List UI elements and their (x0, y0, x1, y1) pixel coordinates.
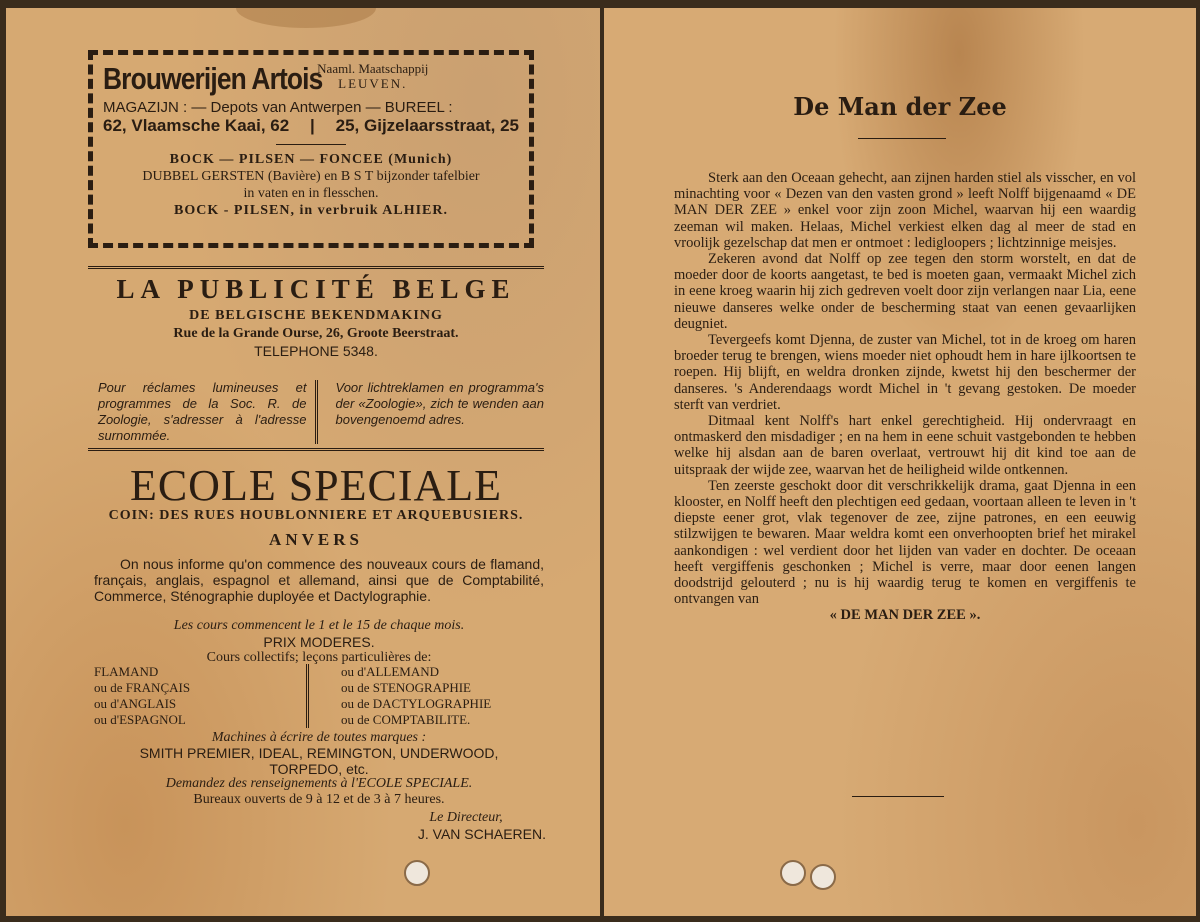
ecole-dates: Les cours commencent le 1 et le 15 de chaque mois. (173, 618, 465, 633)
story-paragraph: Ten zeerste geschokt door dit verschrikkelijk drama, gaat Djenna in een klooster, en Nolff heeft den plechtigen eed gedaan, voortaan alleen te leven in 't diepste eener grot, vlak tegenover de zee, zijne patrones, en een eeuwig stilzwijgen te bewaren. Maar weldra komt een onverhoopten brief het mirakel aankondigen : wel verdient door het lijden van vader en dochter. De oceaan heeft vergiffenis geschonken ; Michel is verre, maar door eenen langen doodstrijd gelouterd ; nu is hij waardig terug te komen en vergiffenis te ontvangen van (674, 477, 1136, 608)
story-title: De Man der Zee (793, 92, 1007, 121)
story-end-rule (852, 796, 944, 797)
ecole-hours: Bureaux ouverts de 9 à 12 et de 3 à 7 heures. (193, 792, 445, 807)
brewery-address-left: 62, Vlaamsche Kaai, 62 (103, 116, 290, 135)
language-item: ou d'ALLEMAND (341, 664, 440, 679)
ecole-prix: PRIX MODERES. (263, 634, 375, 650)
right-page (604, 8, 1196, 916)
publicite-notes (98, 380, 544, 444)
publicite-address: Rue de la Grande Ourse, 26, Groote Beerstraat. (173, 326, 459, 341)
brewery-address-sep: | (310, 116, 315, 135)
story-closing: « DE MAN DER ZEE ». (829, 607, 981, 624)
ecole-cours: Cours collectifs; leçons particulières de: (206, 650, 432, 665)
punch-hole (780, 860, 806, 886)
ecole-ask: Demandez des renseignements à l'ECOLE SPECIALE. (165, 776, 473, 791)
story-title-rule (858, 138, 946, 139)
publicite-note-fr: Pour réclames lumineuses et programmes de la Soc. R. de Zoologie, s'adresser à l'adresse surnommée. (98, 380, 307, 443)
brewery-beers-1: BOCK — PILSEN — FONCEE (Munich) (169, 152, 453, 167)
brewery-beers-3: in vaten en in flesschen. (243, 186, 379, 201)
brewery-name: Brouwerijen Artois (103, 61, 323, 96)
brewery-depots: MAGAZIJN : — Depots van Antwerpen — BUREEL : (103, 99, 453, 116)
ecole-intro: On nous informe qu'on commence des nouveaux cours de flamand, français, anglais, espagnol et allemand, ainsi que de Comptabilité, Commerce, Sténographie duployée et Dactylographie. (94, 556, 544, 604)
brewery-city: LEUVEN. (338, 76, 408, 91)
language-item: FLAMAND (94, 664, 159, 679)
brewery-addresses (103, 116, 519, 136)
language-item: ou de STENOGRAPHIE (341, 680, 471, 695)
ecole-city: ANVERS (269, 530, 363, 549)
story-text (674, 170, 1136, 624)
divider (88, 266, 544, 269)
ecole-director-name: J. VAN SCHAEREN. (417, 826, 546, 842)
ecole-machines: Machines à écrire de toutes marques : (211, 730, 427, 745)
language-item: ou de FRANÇAIS (94, 680, 191, 695)
brewery-ad (88, 50, 534, 248)
story-paragraph: Zekeren avond dat Nolff op zee tegen den storm worstelt, en dat de moeder door de koorts aangetast, te bed is moeten gaan, vermaakt Michel zich in eene kroeg waarin hij zich gedreven voelt door zijn verlangen naar Lia, eene nieuwe danseres welke onder de bescherming staat van eenen gevaarlijken deugniet. (674, 251, 1136, 332)
story-paragraph: Ditmaal kent Nolff's hart enkel gerechtigheid. Hij ondervraagt en ontmaskerd den misdadiger ; en na hem in eene schuit vastgebonden te hebben welke hij alsdan aan de baren overlaat, vertrouwt hij dit kind toe aan de uitspraak der wijde zee, waarvan het de heiligheid wilde ontkennen. (674, 413, 1136, 478)
publicite-title: LA PUBLICITÉ BELGE (116, 274, 516, 304)
ecole-brands (94, 745, 544, 777)
story-paragraph: Tevergeefs komt Djenna, de zuster van Michel, tot in de kroeg om haren broeder terug te brengen, wiens moeder niet ophoudt hem in hare ijlkoortsen te roepen. Hij blijft, en weldra dronken zijnde, kwetst hij den beschermer der danseres. 's Anderendaags wordt Michel in 't gevang gestoken. De moeder sterft van verdriet. (674, 332, 1136, 413)
language-item: ou de COMPTABILITE. (341, 712, 471, 727)
brewery-beers (103, 151, 519, 219)
ecole-coin: COIN: DES RUES HOUBLONNIERE ET ARQUEBUSIERS. (108, 508, 524, 523)
brewery-beers-4: BOCK - PILSEN, in verbruik ALHIER. (174, 203, 448, 218)
ecole-brands-2: TORPEDO, etc. (269, 761, 369, 777)
ecole-brands-1: SMITH PREMIER, IDEAL, REMINGTON, UNDERWOOD, (139, 745, 499, 761)
brewery-beers-2: DUBBEL GERSTEN (Bavière) en B S T bijzonder tafelbier (142, 169, 480, 184)
punch-hole (810, 864, 836, 890)
left-page (6, 8, 600, 916)
water-stain (236, 8, 376, 28)
story-paragraph: Sterk aan den Oceaan gehecht, aan zijnen harden stiel als visscher, en vol minachting voor « Dezen van den vasten grond » leeft Nolff bijgenaamd « DE MAN DER ZEE » enkel voor zijn zoon Michel, waarvan hij een waardig zeeman wil maken. Helaas, Michel verkiest elken dag al meer de stad en vroolijk gezelschap dat men er ontmoet : ledigloopers ; lichtzinnige meisjes. (674, 170, 1136, 251)
ecole-languages (94, 664, 544, 728)
language-item: ou d'ESPAGNOL (94, 712, 186, 727)
publicite-note-nl: Voor lichtreklamen en programma's der «Zoologie», zich te wenden aan bovengenoemd adres. (315, 380, 545, 444)
language-item: ou de DACTYLOGRAPHIE (341, 696, 492, 711)
brewery-address-right: 25, Gijzelaarsstraat, 25 (335, 116, 519, 135)
brewery-legal (317, 61, 428, 91)
ecole-director-label: Le Directeur, (429, 810, 503, 825)
publicite-subtitle: DE BELGISCHE BEKENDMAKING (189, 308, 443, 323)
divider (88, 448, 544, 451)
brewery-legal-form: Naaml. Maatschappij (317, 61, 429, 76)
publicite-telephone: TELEPHONE 5348. (254, 343, 378, 359)
ecole-languages-right (306, 664, 491, 728)
ecole-languages-left (94, 664, 306, 728)
ecole-title: ECOLE SPECIALE (129, 461, 503, 510)
brewery-rule (276, 144, 346, 145)
punch-hole (404, 860, 430, 886)
language-item: ou d'ANGLAIS (94, 696, 177, 711)
